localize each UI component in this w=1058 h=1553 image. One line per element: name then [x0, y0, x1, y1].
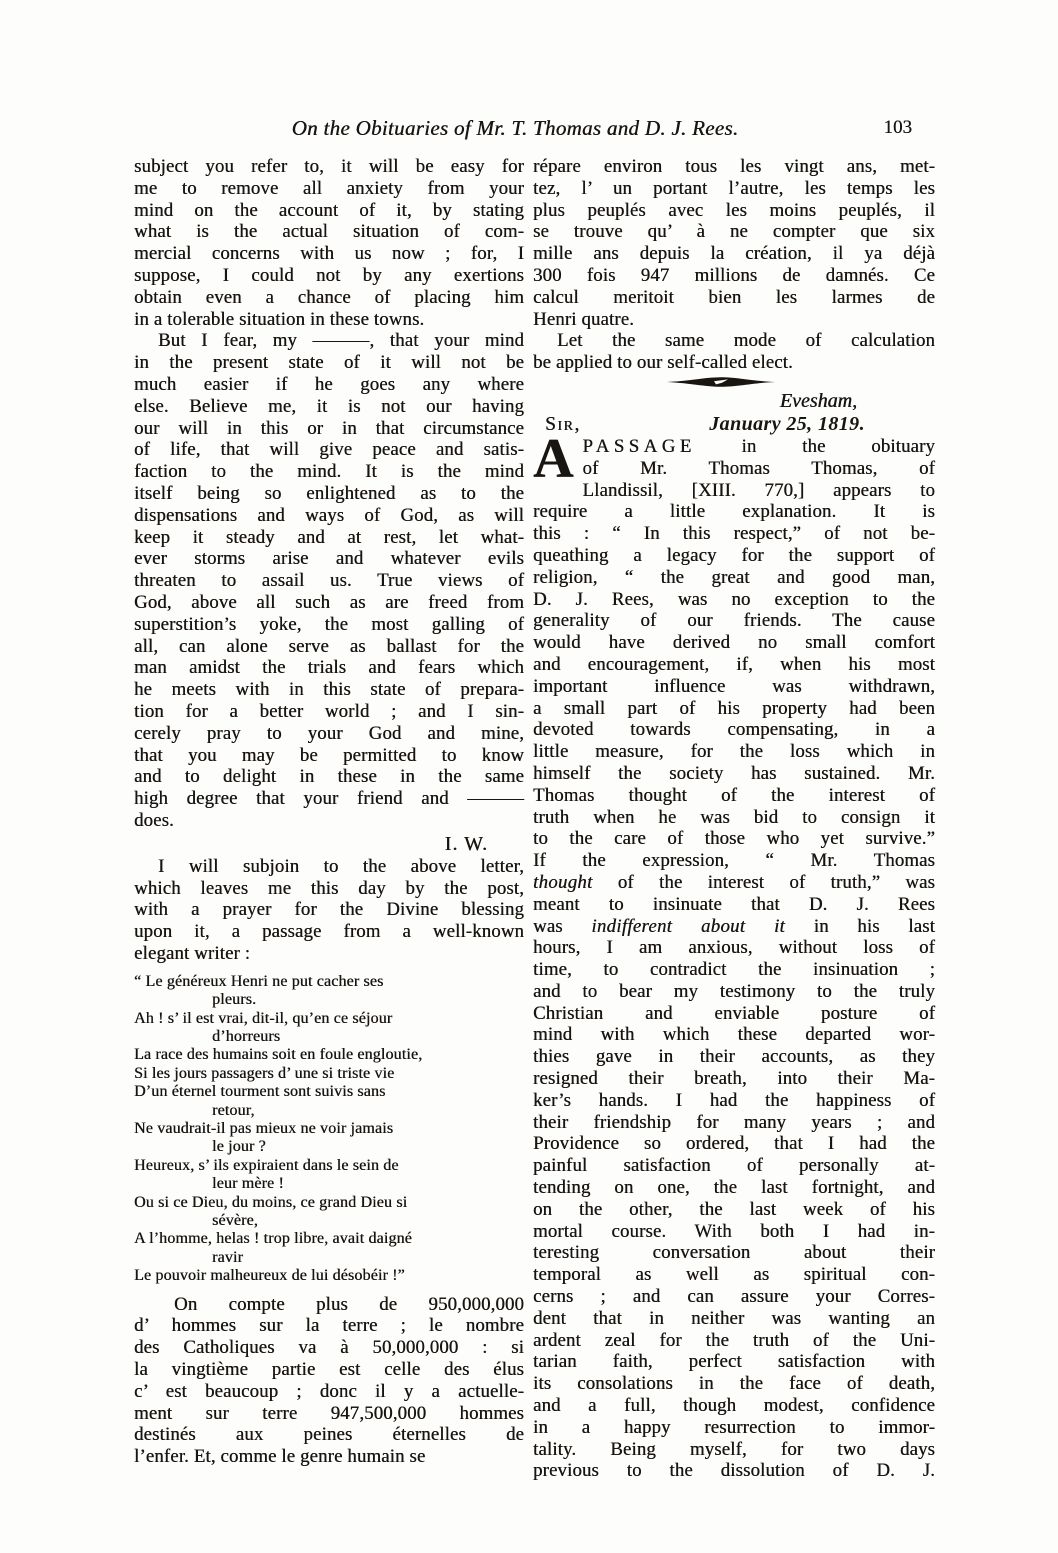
text-line: and to bear my testimony to the truly	[533, 980, 935, 1002]
text-line: destinés aux peines éternelles de	[134, 1424, 524, 1446]
text-line: If the expression, “ Mr. Thomas	[533, 850, 935, 872]
text-line: mille ans depuis la création, il ya déjà	[533, 243, 935, 265]
left-column	[134, 156, 524, 1468]
text-line: of life, that will give peace and satis-	[134, 439, 524, 461]
text-line: Christian and enviable posture of	[533, 1002, 935, 1024]
text-line: himself the society has sustained. Mr.	[533, 762, 935, 784]
text-line: d’ hommes sur la terre ; le nombre	[134, 1315, 524, 1337]
text-line: “ Le généreux Henri ne put cacher ses	[134, 972, 384, 990]
text-line: God, above all such as are freed from	[134, 591, 524, 613]
text-line: resigned their breath, into their Ma-	[533, 1068, 935, 1090]
text-line: man amidst the trials and fears which	[134, 657, 524, 679]
text-line: retour,	[212, 1101, 255, 1119]
text-line: thies gave in their accounts, as they	[533, 1046, 935, 1068]
text-line: tion for a better world ; and I sin-	[134, 700, 524, 722]
text-line: me to remove all anxiety from your	[134, 177, 524, 199]
text-line: faction to the mind. It is the mind	[134, 461, 524, 483]
text-line: des Catholiques va à 50,000,000 : si	[134, 1337, 524, 1359]
text-line: much easier if he goes any where	[134, 373, 524, 395]
text-line: little measure, for the loss which in	[533, 741, 935, 763]
text-line: truth when he was bid to consign it	[533, 806, 935, 828]
text-line: dispensations and ways of God, as will	[134, 504, 524, 526]
text-line: plus peuplés avec les moins peuplés, il	[533, 199, 935, 221]
text-line: upon it, a passage from a well-known	[134, 921, 524, 943]
text-line: this : “ In this respect,” of not be-	[533, 523, 935, 545]
text-line: Thomas thought of the interest of	[533, 784, 935, 806]
text-line: mind on the account of it, by stating	[134, 199, 524, 221]
spacer	[134, 1286, 524, 1294]
text-line: would have derived no small comfort	[533, 632, 935, 654]
text-line: in a happy resurrection to immor-	[533, 1416, 935, 1438]
text-line: our will in this or in that circumstance	[134, 417, 524, 439]
text-line: important influence was withdrawn,	[533, 675, 935, 697]
text-line: On compte plus de 950,000,000	[174, 1293, 524, 1315]
paragraph-elect	[533, 330, 935, 374]
text-line: tarian faith, perfect satisfaction with	[533, 1351, 935, 1373]
text-line: tending on one, the last fortnight, and	[533, 1177, 935, 1199]
text-line: hours, I am anxious, without loss of	[533, 937, 935, 959]
text-line: generality of our friends. The cause	[533, 610, 935, 632]
text-line: and encouragement, if, when his most	[533, 653, 935, 675]
text-line: mortal course. With both I had in-	[533, 1220, 935, 1242]
text-line: its consolations in the face of death,	[533, 1373, 935, 1395]
text-line: Le pouvoir malheureux de lui désobéir !”	[134, 1267, 405, 1285]
text-line: d’horreurs	[212, 1027, 281, 1045]
text-line: ment sur terre 947,500,000 hommes	[134, 1402, 524, 1424]
text-line: Henri quatre.	[533, 308, 635, 330]
text-line: D’un éternel tourment sont suivis sans	[134, 1083, 386, 1101]
text-line: painful satisfaction of personally at-	[533, 1155, 935, 1177]
text-line: and to delight in these in the same	[134, 766, 524, 788]
text-line: leur mère !	[212, 1175, 284, 1193]
text-line: tality. Being myself, for two days	[533, 1438, 935, 1460]
paragraph-letter-main	[533, 427, 935, 1482]
text-line: 300 fois 947 millions de damnés. Ce	[533, 264, 935, 286]
page-number: 103	[883, 117, 912, 138]
right-column	[533, 156, 935, 1482]
letter-date: January 25, 1819.	[709, 412, 865, 435]
text-line: temporal as well as spiritual con-	[533, 1264, 935, 1286]
text-line: religion, “ the great and good man,	[533, 566, 935, 588]
text-line: in the present state of it will not be	[134, 352, 524, 374]
text-line: keep it steady and at rest, let what-	[134, 526, 524, 548]
letter-place: Evesham,	[779, 389, 857, 412]
spacer	[134, 965, 524, 973]
text-line: that you may be permitted to know	[134, 744, 524, 766]
drop-cap: A	[533, 427, 574, 490]
text-line: require a little explanation. It is	[533, 501, 935, 523]
text-line: subject you refer to, it will be easy for	[134, 156, 524, 177]
text-line: Ne vaudrait-il pas mieux ne voir jamais	[134, 1119, 394, 1137]
text-line: ravir	[212, 1248, 243, 1266]
text-line: to the care of those who yet survive.”	[533, 828, 935, 850]
text-line: ever storms arise and whatever evils	[134, 548, 524, 570]
signature-initials: I. W.	[444, 832, 488, 855]
paragraph-subjoin	[134, 856, 524, 965]
text-line: obtain even a chance of placing him	[134, 286, 524, 308]
text-line: A l’homme, helas ! trop libre, avait daigné	[134, 1230, 412, 1248]
text-line: all, can alone serve as ballast for the	[134, 635, 524, 657]
swelled-rule-flourish	[667, 376, 775, 388]
text-line: be applied to our self-called elect.	[533, 352, 793, 374]
text-line: high degree that your friend and ———	[134, 788, 524, 810]
text-line: dent that in neither was wanting an	[533, 1307, 935, 1329]
text-line: ardent zeal for the truth of the Uni-	[533, 1329, 935, 1351]
text-line: répare environ tous les vingt ans, met-	[533, 156, 935, 177]
text-line: pleurs.	[212, 991, 257, 1009]
text-line: But I fear, my ———, that your mind	[158, 330, 524, 352]
text-line: D. J. Rees, was no exception to the	[533, 588, 935, 610]
text-line: and a full, though modest, confidence	[533, 1395, 935, 1417]
text-line: Ah ! s’ il est vrai, dit-il, qu’en ce séjour	[134, 1009, 393, 1027]
paragraph-letter-body	[134, 330, 524, 831]
text-line: cerely pray to your God and mine,	[134, 722, 524, 744]
text-line: a small part of his property had been	[533, 697, 935, 719]
text-line: meant to insinuate that D. J. Rees	[533, 893, 935, 915]
text-line: Let the same mode of calculation	[557, 330, 935, 352]
text-line: c’ est beaucoup ; donc il y a actuelle-	[134, 1380, 524, 1402]
text-line: ker’s hands. I had the happiness of	[533, 1089, 935, 1111]
page-title: On the Obituaries of Mr. T. Thomas and D. J. Rees.	[291, 116, 739, 140]
text-line: Heureux, s’ ils expiraient dans le sein de	[134, 1156, 399, 1174]
text-line: Providence so ordered, that I had the	[533, 1133, 935, 1155]
text-line: their friendship for many years ; and	[533, 1111, 935, 1133]
text-line: previous to the dissolution of D. J.	[533, 1460, 935, 1482]
text-line: time, to contradict the insinuation ;	[533, 959, 935, 981]
text-line: teresting conversation about their	[533, 1242, 935, 1264]
text-line: itself being so enlightened as to the	[134, 482, 524, 504]
text-line: on the other, the last week of his	[533, 1198, 935, 1220]
text-line: does.	[134, 809, 174, 831]
text-line: he meets with in this state of prepara-	[134, 679, 524, 701]
text-line: mind with which these departed wor-	[533, 1024, 935, 1046]
text-line: se trouve qu’ à ne compter que six	[533, 221, 935, 243]
text-line: with a prayer for the Divine blessing	[134, 899, 524, 921]
letter-main-lines	[533, 427, 935, 1482]
text-line: threaten to assail us. True views of	[134, 570, 524, 592]
section-divider	[533, 374, 935, 390]
text-line: sévère,	[212, 1211, 258, 1229]
paragraph-opening	[134, 156, 524, 330]
text-line: cerns ; and can assure your Corres-	[533, 1286, 935, 1308]
text-line: Llandissil, [XIII. 770,] appears to	[582, 479, 935, 501]
poem-quotation	[134, 973, 524, 1286]
text-line: Ou si ce Dieu, du moins, ce grand Dieu si	[134, 1193, 408, 1211]
text-line: of Mr. Thomas Thomas, of	[582, 457, 935, 479]
paragraph-calculation	[134, 1294, 524, 1468]
text-line: PASSAGE in the obituary	[582, 435, 935, 457]
text-line: which leaves me this day by the post,	[134, 877, 524, 899]
text-line: le jour ?	[212, 1138, 266, 1156]
text-line: tez, l’ un portant l’autre, les temps les	[533, 177, 935, 199]
text-line: mercial concerns with us now ; for, I	[134, 243, 524, 265]
text-line: suppose, I could not by any exertions	[134, 264, 524, 286]
letter-salutation: Sir,	[545, 413, 581, 435]
text-line: la vingtième partie est celle des élus	[134, 1358, 524, 1380]
text-line: what is the actual situation of com-	[134, 221, 524, 243]
text-line: in a tolerable situation in these towns.	[134, 308, 425, 330]
text-line: queathing a legacy for the support of	[533, 544, 935, 566]
text-line: I will subjoin to the above letter,	[158, 855, 524, 877]
text-line: calcul meritoit bien les larmes de	[533, 286, 935, 308]
text-line: La race des humains soit en foule engloutie,	[134, 1046, 423, 1064]
text-line: l’enfer. Et, comme le genre humain se	[134, 1446, 426, 1468]
letter-salutation-row	[533, 413, 935, 436]
text-line: elegant writer :	[134, 942, 251, 964]
text-line: Si les jours passagers d’ une si triste vie	[134, 1064, 395, 1082]
text-line: was indifferent about it in his last	[533, 915, 935, 937]
paragraph-french-calculation	[533, 156, 935, 330]
text-line: else. Believe me, it is not our having	[134, 395, 524, 417]
text-line: thought of the interest of truth,” was	[533, 871, 935, 893]
text-line: superstition’s yoke, the most galling of	[134, 613, 524, 635]
text-line: devoted towards compensating, in a	[533, 719, 935, 741]
